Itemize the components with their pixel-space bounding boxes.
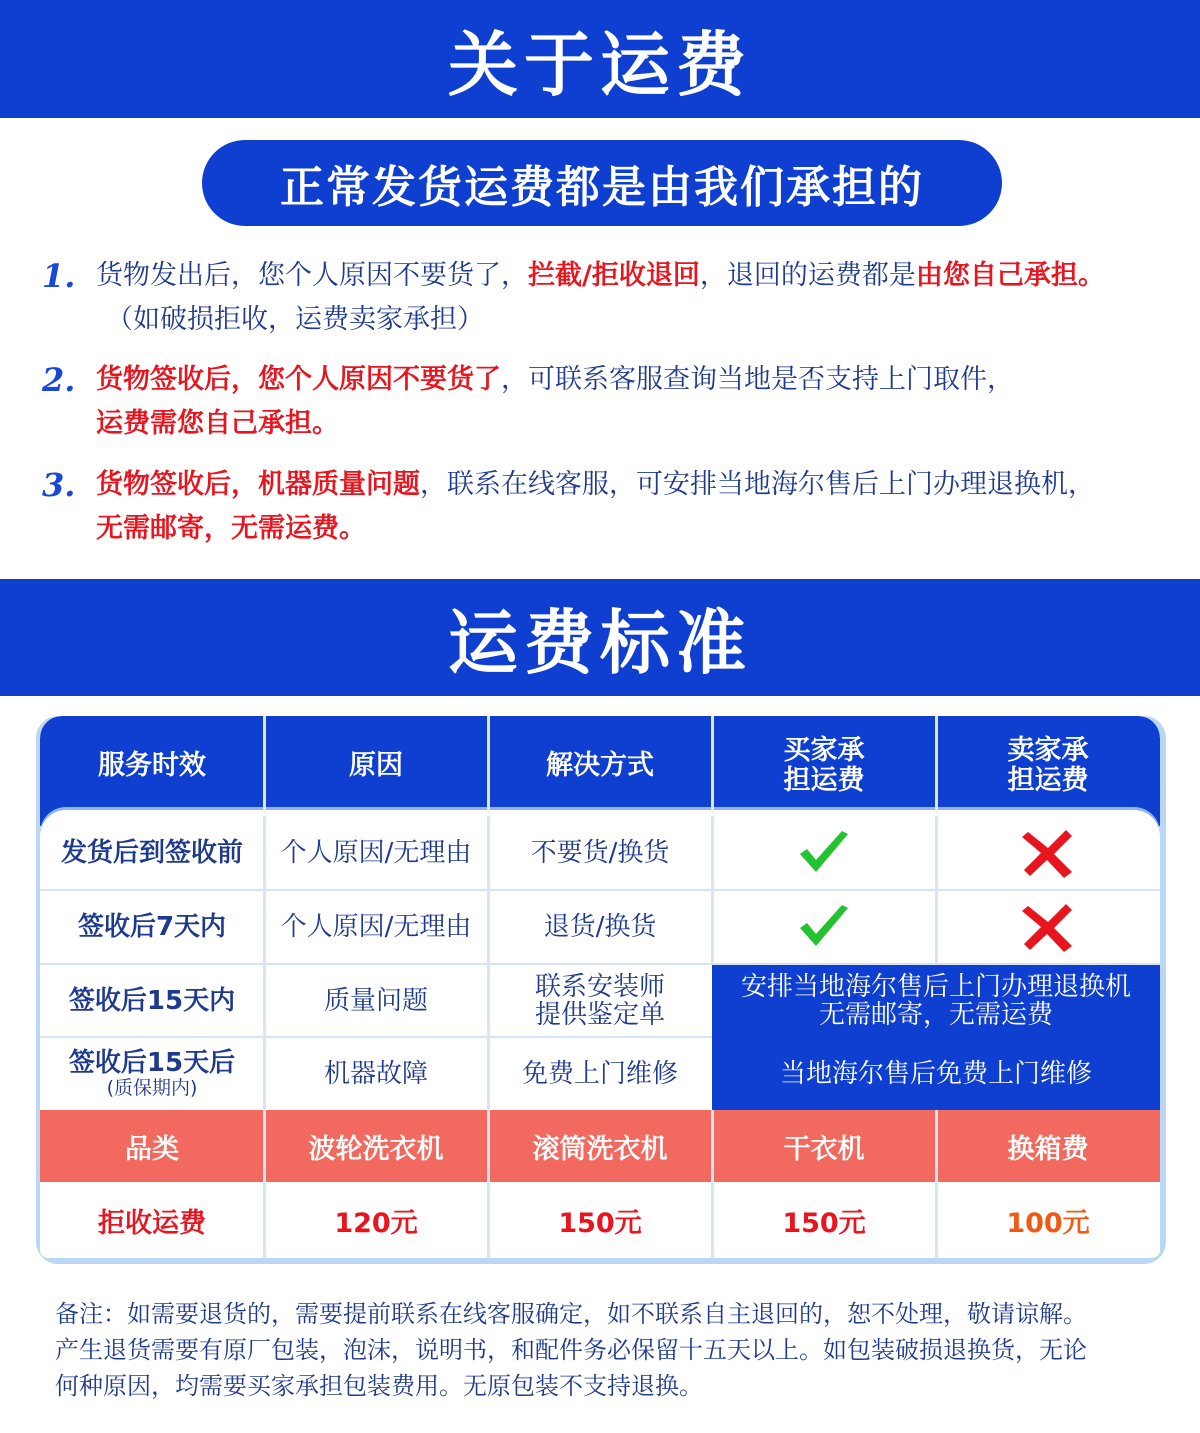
header-divider: [263, 716, 266, 810]
row3-period: 签收后15天内: [68, 985, 236, 1016]
header-seller-pays: 卖家承 担运费: [1007, 735, 1089, 796]
row1-solution: 不要货/换货: [530, 838, 670, 868]
grid-line: [40, 1036, 712, 1038]
category-box-fee: 换箱费: [1007, 1133, 1089, 1165]
fee-dryer: 150元: [782, 1207, 866, 1239]
rule-number: 3.: [42, 466, 76, 504]
fee-box-fee: 100元: [1006, 1207, 1090, 1239]
cross-icon: [936, 816, 1160, 890]
rule-line: 货物签收后，您个人原因不要货了，可联系客服查询当地是否支持上门取件，: [96, 364, 1014, 395]
banner-title: 运费标准: [448, 602, 752, 684]
row4-solution: 免费上门维修: [521, 1058, 678, 1089]
grid-line: [711, 1110, 714, 1258]
header-reason: 原因: [349, 750, 403, 781]
fee-label: 拒收运费: [98, 1207, 206, 1239]
header-period: 服务时效: [98, 750, 206, 781]
grid-line: [40, 889, 1160, 891]
banner-shipping-standard: [0, 579, 1200, 696]
shipping-table: [36, 716, 1166, 1264]
header-divider: [711, 716, 714, 810]
footnote-line: 产生退货需要有原厂包装，泡沫，说明书，和配件务必保留十五天以上。如包装破损退换货，无论: [55, 1336, 1087, 1364]
category-dryer: 干衣机: [783, 1133, 865, 1165]
footnote-line: 备注：如需要退货的，需要提前联系在线客服确定，如不联系自主退回的，恕不处理，敬请谅解。: [55, 1300, 1087, 1328]
cross-icon: [936, 890, 1160, 964]
rule-number: 2.: [42, 361, 76, 399]
row1-period: 发货后到签收前: [60, 838, 243, 868]
category-label: 品类: [125, 1133, 179, 1165]
rule-line-emphasis: 运费需您自己承担。: [96, 408, 339, 439]
footnote: [55, 1296, 1165, 1404]
category-drum-washer: 滚筒洗衣机: [532, 1133, 668, 1165]
check-icon: [712, 816, 936, 890]
rule-line: 货物签收后，机器质量问题，联系在线客服，可安排当地海尔售后上门办理退换机，: [96, 469, 1095, 500]
row3-reason: 质量问题: [323, 985, 428, 1016]
banner-about-shipping: [0, 0, 1200, 118]
header-divider: [487, 716, 490, 810]
rule-note: （如破损拒收，运费卖家承担）: [106, 304, 484, 335]
rule-number: 1.: [42, 257, 76, 295]
header-buyer-pays: 买家承 担运费: [783, 735, 865, 796]
fee-pulsator-washer: 120元: [334, 1207, 418, 1239]
rule-item-3: [42, 463, 1192, 551]
row2-period: 签收后7天内: [77, 912, 227, 942]
grid-line: [40, 963, 1160, 965]
header-divider: [935, 716, 938, 810]
grid-line: [935, 1110, 938, 1258]
row2-reason: 个人原因/无理由: [280, 912, 472, 942]
row3-merged-note: 安排当地海尔售后上门办理退换机 无需邮寄，无需运费: [712, 964, 1160, 1038]
row1-reason: 个人原因/无理由: [280, 838, 472, 868]
banner-title: 关于运费: [448, 23, 752, 106]
header-solution: 解决方式: [546, 750, 654, 781]
rule-line-emphasis: 无需邮寄，无需运费。: [96, 513, 366, 544]
category-pulsator-washer: 波轮洗衣机: [308, 1133, 444, 1165]
fee-drum-washer: 150元: [558, 1207, 642, 1239]
footnote-line: 何种原因，均需要买家承担包装费用。无原包装不支持退换。: [55, 1372, 703, 1400]
rule-item-2: [42, 358, 1192, 446]
row3-solution: 联系安装师 提供鉴定单: [534, 971, 665, 1030]
shipping-table-body: [40, 716, 1160, 1258]
rule-line: 货物发出后，您个人原因不要货了，拦截/拒收退回，退回的运费都是由您自己承担。: [96, 260, 1105, 291]
row4-merged-note: 当地海尔售后免费上门维修: [712, 1038, 1160, 1110]
rule-item-1: [42, 254, 1192, 342]
check-icon: [712, 890, 936, 964]
row4-period: 签收后15天后 (质保期内): [68, 1047, 236, 1099]
row4-reason: 机器故障: [323, 1058, 428, 1089]
row2-solution: 退货/换货: [543, 912, 657, 942]
headline-pill: [202, 140, 1002, 226]
headline-text: 正常发货运费都是由我们承担的: [280, 162, 924, 213]
